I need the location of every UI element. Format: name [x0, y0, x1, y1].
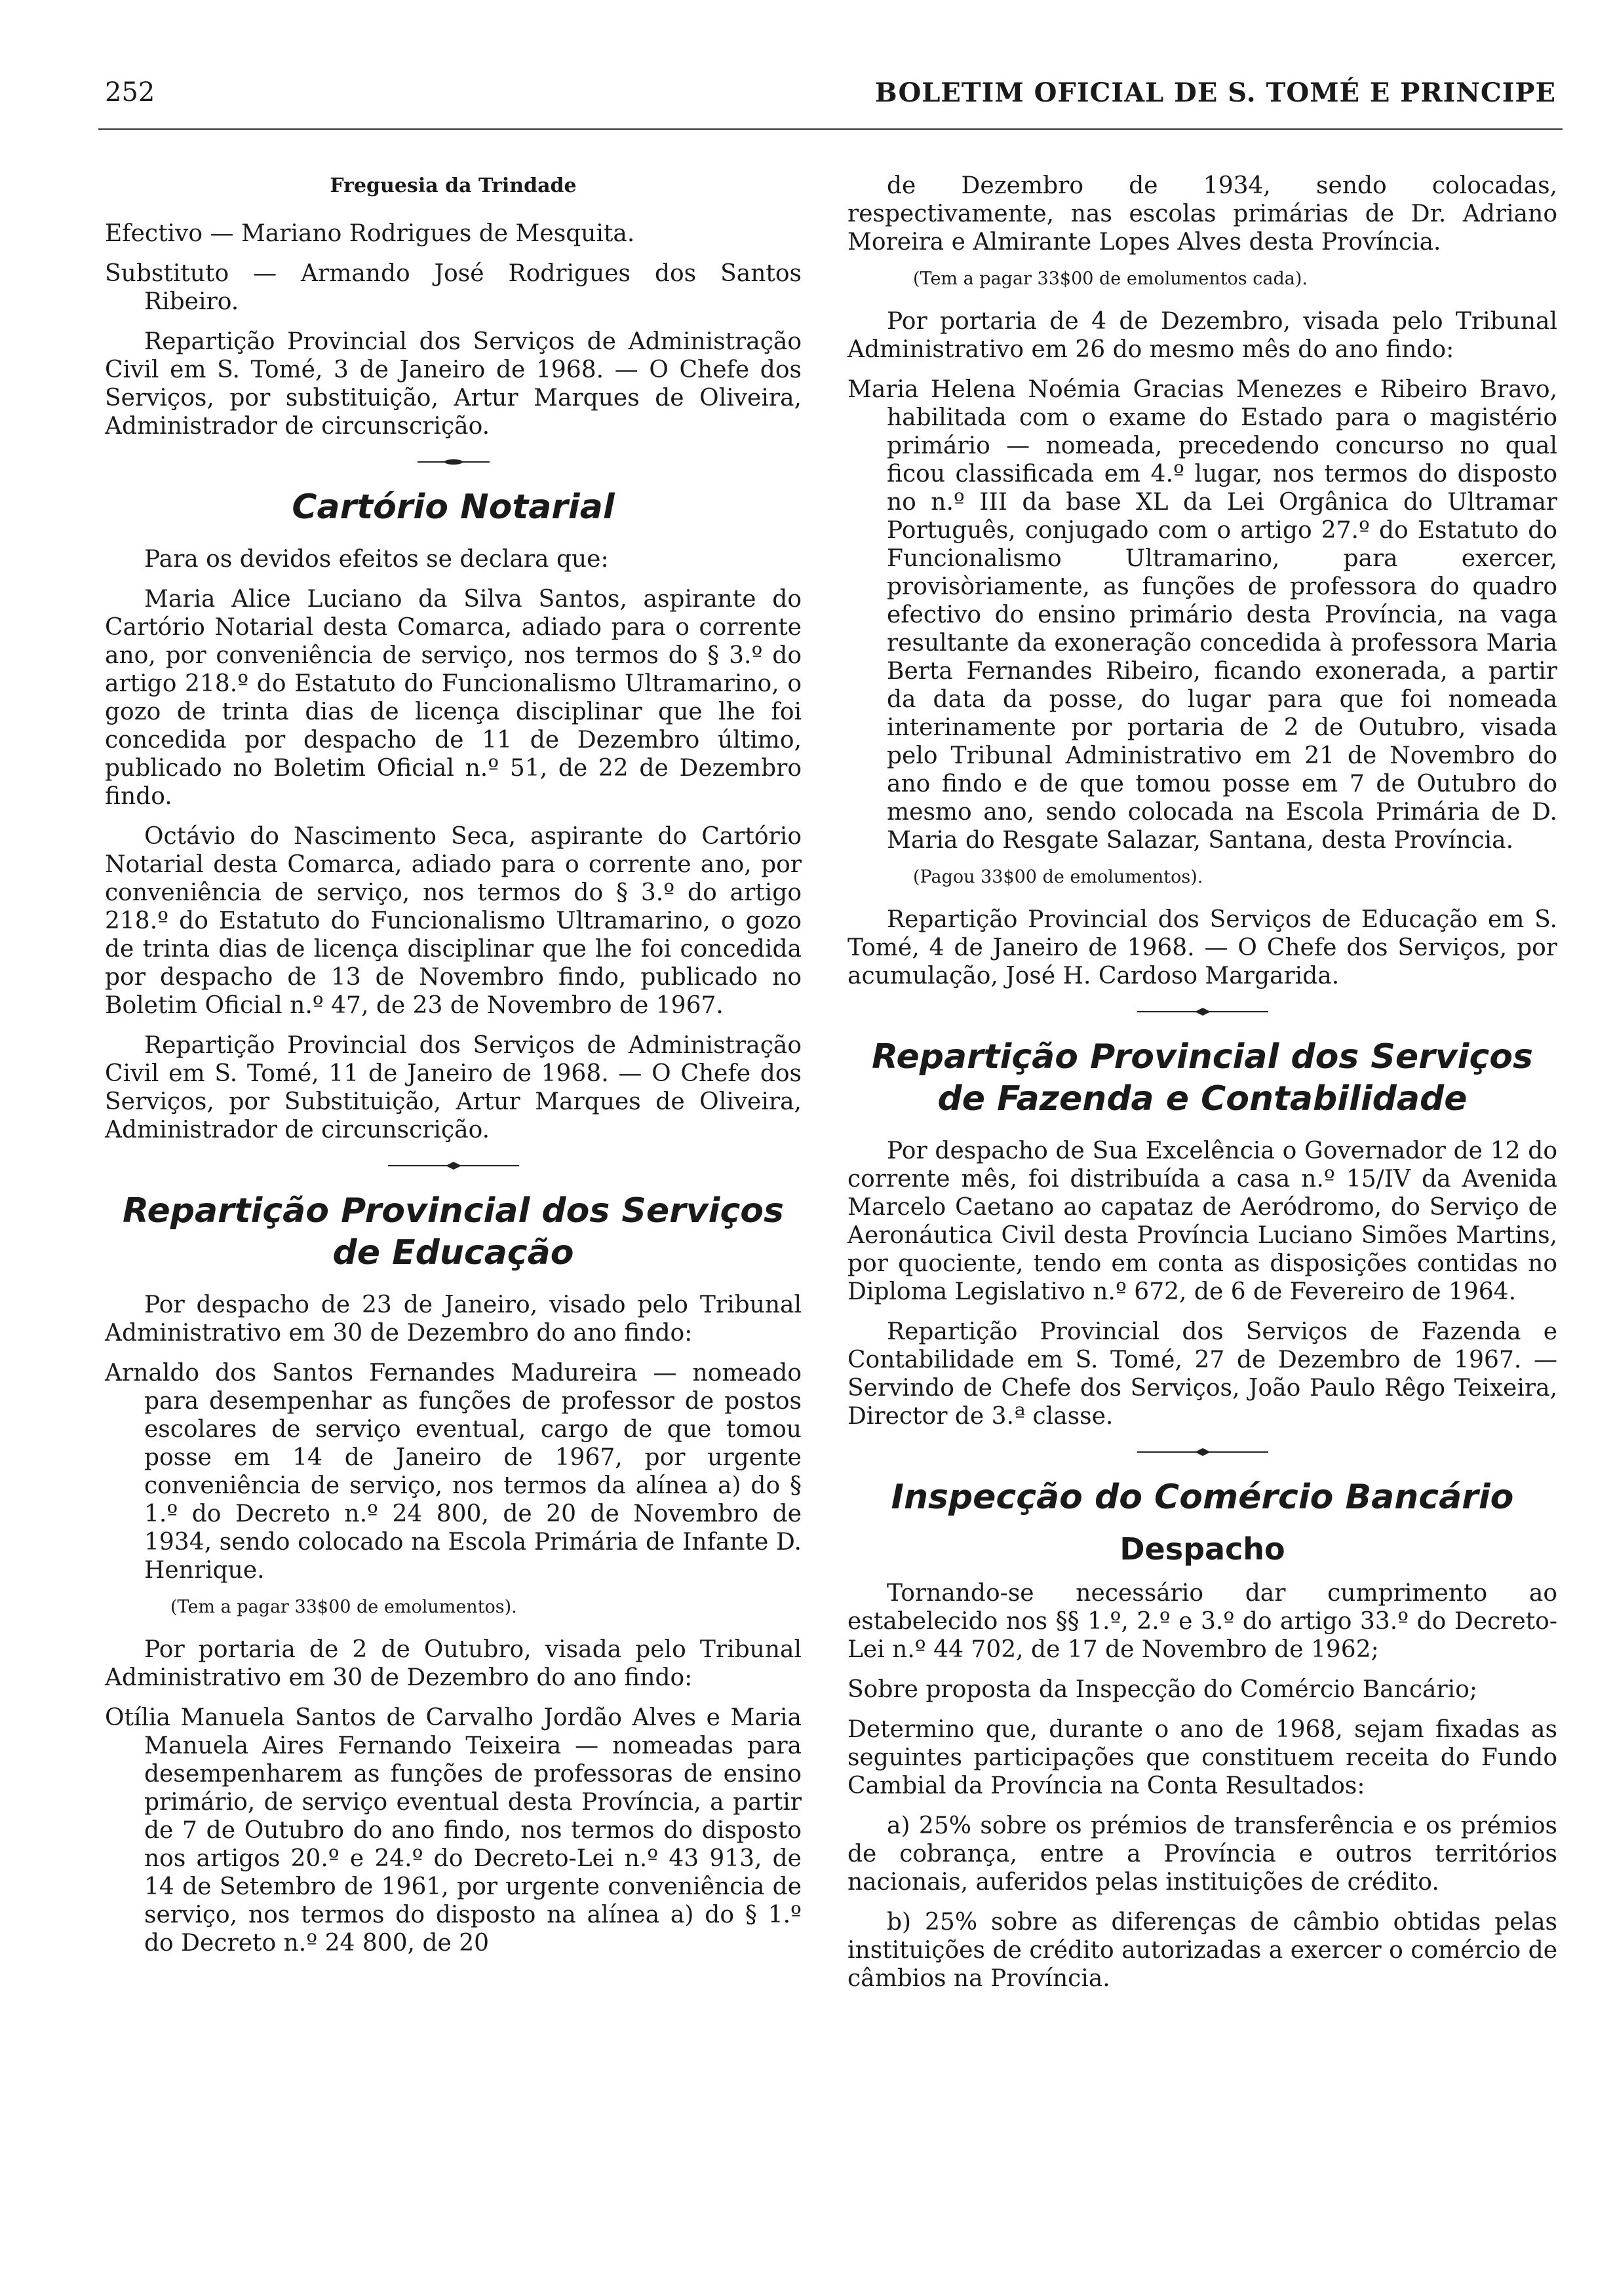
efectivo-line: Efectivo — Mariano Rodrigues de Mesquita.	[105, 220, 635, 247]
section-title-fazenda: Repartição Provincial dos Serviços de Fazenda e Contabilidade	[872, 1037, 1533, 1119]
cartorio-paragraph: Maria Alice Luciano da Silva Santos, aspirante do Cartório Notarial desta Comarca, adiado para o corrente ano, por conveniência de serviço, nos termos do § 3.º do artigo 218.º do Estatuto do Funcionalismo Ultramarino, o gozo de trinta dias de licença disciplinar que lhe foi concedida por despacho de 11 de Dezembro último, publicado no Boletim Oficial n.º 51, de 22 de Dezembro findo.	[105, 586, 802, 810]
signature-block: Repartição Provincial dos Serviços de Fazenda e Contabilidade em S. Tomé, 27 de Dezembro de 1967. — Servindo de Chefe dos Serviços, João Paulo Rêgo Teixeira, Director de 3.ª classe.	[847, 1318, 1557, 1430]
signature-block: Repartição Provincial dos Serviços de Administração Civil em S. Tomé, 11 de Janeiro de 1968. — O Chefe dos Serviços, por Substituição, Artur Marques de Oliveira, Administrador de circunscrição.	[105, 1032, 802, 1143]
inspeccao-paragraph: Determino que, durante o ano de 1968, sejam fixadas as seguintes participações que constituem receita do Fundo Cambial da Província na Conta Resultados:	[847, 1716, 1557, 1799]
running-title: BOLETIM OFICIAL DE S. TOMÉ E PRINCIPE	[874, 77, 1556, 108]
page-number: 252	[105, 77, 155, 107]
freguesia-heading: Freguesia da Trindade	[330, 174, 577, 197]
right-column	[847, 172, 1557, 2004]
inspeccao-paragraph: Sobre proposta da Inspecção do Comércio Bancário;	[847, 1676, 1477, 1703]
section-divider	[105, 452, 802, 472]
portaria-intro: Por portaria de 4 de Dezembro, visada pelo Tribunal Administrativo em 26 do mesmo mês do ano findo:	[847, 308, 1557, 363]
despacho-intro: Por despacho de 23 de Janeiro, visado pelo Tribunal Administrativo em 30 de Dezembro do ano findo:	[105, 1292, 802, 1347]
emolument-note: (Tem a pagar 33$00 de emolumentos).	[170, 1597, 517, 1617]
appointment-paragraph: Otília Manuela Santos de Carvalho Jordão Alves e Maria Manuela Aires Fernando Teixeira — nomeadas para desempenharem as funções de professoras de ensino primário, de serviço eventual desta Província, a partir de 7 de Outubro do ano findo, nos termos do disposto nos artigos 20.º e 24.º do Decreto-Lei n.º 43 913, de 14 de Setembro de 1961, por urgente conveniência de serviço, nos termos do disposto na alínea a) do § 1.º do Decreto n.º 24 800, de 20	[105, 1704, 802, 1957]
inspeccao-paragraph: Tornando-se necessário dar cumprimento ao estabelecido nos §§ 1.º, 2.º e 3.º do artigo 33.º do Decreto-Lei n.º 44 702, de 17 de Novembro de 1962;	[847, 1580, 1557, 1663]
appointment-paragraph: Arnaldo dos Santos Fernandes Madureira — nomeado para desempenhar as funções de professor de postos escolares de serviço eventual, cargo de que tomou posse em 14 de Janeiro de 1967, por urgente conveniência de serviço, nos termos da alínea a) do § 1.º do Decreto n.º 24 800, de 20 de Novembro de 1934, sendo colocado na Escola Primária de Infante D. Henrique.	[105, 1360, 802, 1584]
header-rule	[98, 128, 1563, 130]
appointment-paragraph: Maria Helena Noémia Gracias Menezes e Ribeiro Bravo, habilitada com o exame do Estado para o magistério primário — nomeada, precedendo concurso no qual ficou classificada em 4.º lugar, nos termos do disposto no n.º III da base XL da Lei Orgânica do Ultramar Português, conjugado com o artigo 27.º do Estatuto do Funcionalismo Ultramarino, para exercer, provisòriamente, as funções de professora do quadro efectivo do ensino primário desta Província, na vaga resultante da exoneração concedida à professora Maria Berta Fernandes Ribeiro, ficando exonerada, a partir da data da posse, do lugar para que foi nomeada interinamente por portaria de 2 de Outubro, visada pelo Tribunal Administrativo em 21 de Novembro do ano findo e de que tomou posse em 7 de Outubro do mesmo ano, sendo colocada na Escola Primária de D. Maria do Resgate Salazar, Santana, desta Província.	[847, 376, 1557, 854]
substituto-line: Substituto — Armando José Rodrigues dos Santos Ribeiro.	[105, 260, 802, 315]
emolument-note: (Pagou 33$00 de emolumentos).	[913, 867, 1203, 887]
continued-paragraph: de Dezembro de 1934, sendo colocadas, respectivamente, nas escolas primárias de Dr. Adriano Moreira e Almirante Lopes Alves desta Província.	[847, 172, 1557, 256]
fazenda-paragraph: Por despacho de Sua Excelência o Governador de 12 do corrente mês, foi distribuída a casa n.º 15/IV da Avenida Marcelo Caetano ao capataz de Aeródromo, do Serviço de Aeronáutica Civil desta Província Luciano Simões Martins, por quociente, tendo em conta as disposições contidas no Diploma Legislativo n.º 672, de 6 de Fevereiro de 1964.	[847, 1138, 1557, 1305]
portaria-intro: Por portaria de 2 de Outubro, visada pelo Tribunal Administrativo em 30 de Dezembro do ano findo:	[105, 1636, 802, 1691]
inspeccao-item-a: a) 25% sobre os prémios de transferência e os prémios de cobrança, entre a Província e outros territórios nacionais, auferidos pelas instituições de crédito.	[847, 1812, 1557, 1896]
section-title-inspeccao: Inspecção do Comércio Bancário	[891, 1478, 1514, 1517]
signature-block: Repartição Provincial dos Serviços de Educação em S. Tomé, 4 de Janeiro de 1968. — O Chefe dos Serviços, por acumulação, José H. Cardoso Margarida.	[847, 906, 1557, 989]
section-title-cartorio: Cartório Notarial	[292, 488, 615, 527]
section-divider	[847, 1002, 1557, 1022]
section-title-educacao: Repartição Provincial dos Serviços de Educação	[123, 1191, 784, 1272]
despacho-heading: Despacho	[1119, 1531, 1285, 1567]
cartorio-paragraph: Octávio do Nascimento Seca, aspirante do Cartório Notarial desta Comarca, adiado para o corrente ano, por conveniência de serviço, nos termos do § 3.º do artigo 218.º do Estatuto do Funcionalismo Ultramarino, o gozo de trinta dias de licença disciplinar que lhe foi concedida por despacho de 13 de Novembro findo, publicado no Boletim Oficial n.º 47, de 23 de Novembro de 1967.	[105, 823, 802, 1019]
section-divider	[105, 1156, 802, 1176]
page-header	[105, 77, 1556, 117]
inspeccao-item-b: b) 25% sobre as diferenças de câmbio obtidas pelas instituições de crédito autorizadas a exercer o comércio de câmbios na Província.	[847, 1909, 1557, 1992]
section-divider	[847, 1442, 1557, 1462]
signature-block: Repartição Provincial dos Serviços de Administração Civil em S. Tomé, 3 de Janeiro de 1968. — O Chefe dos Serviços, por substituição, Artur Marques de Oliveira, Administrador de circunscrição.	[105, 328, 802, 440]
cartorio-intro: Para os devidos efeitos se declara que:	[144, 546, 609, 573]
left-column	[105, 172, 802, 1969]
emolument-note: (Tem a pagar 33$00 de emolumentos cada).	[913, 269, 1308, 289]
